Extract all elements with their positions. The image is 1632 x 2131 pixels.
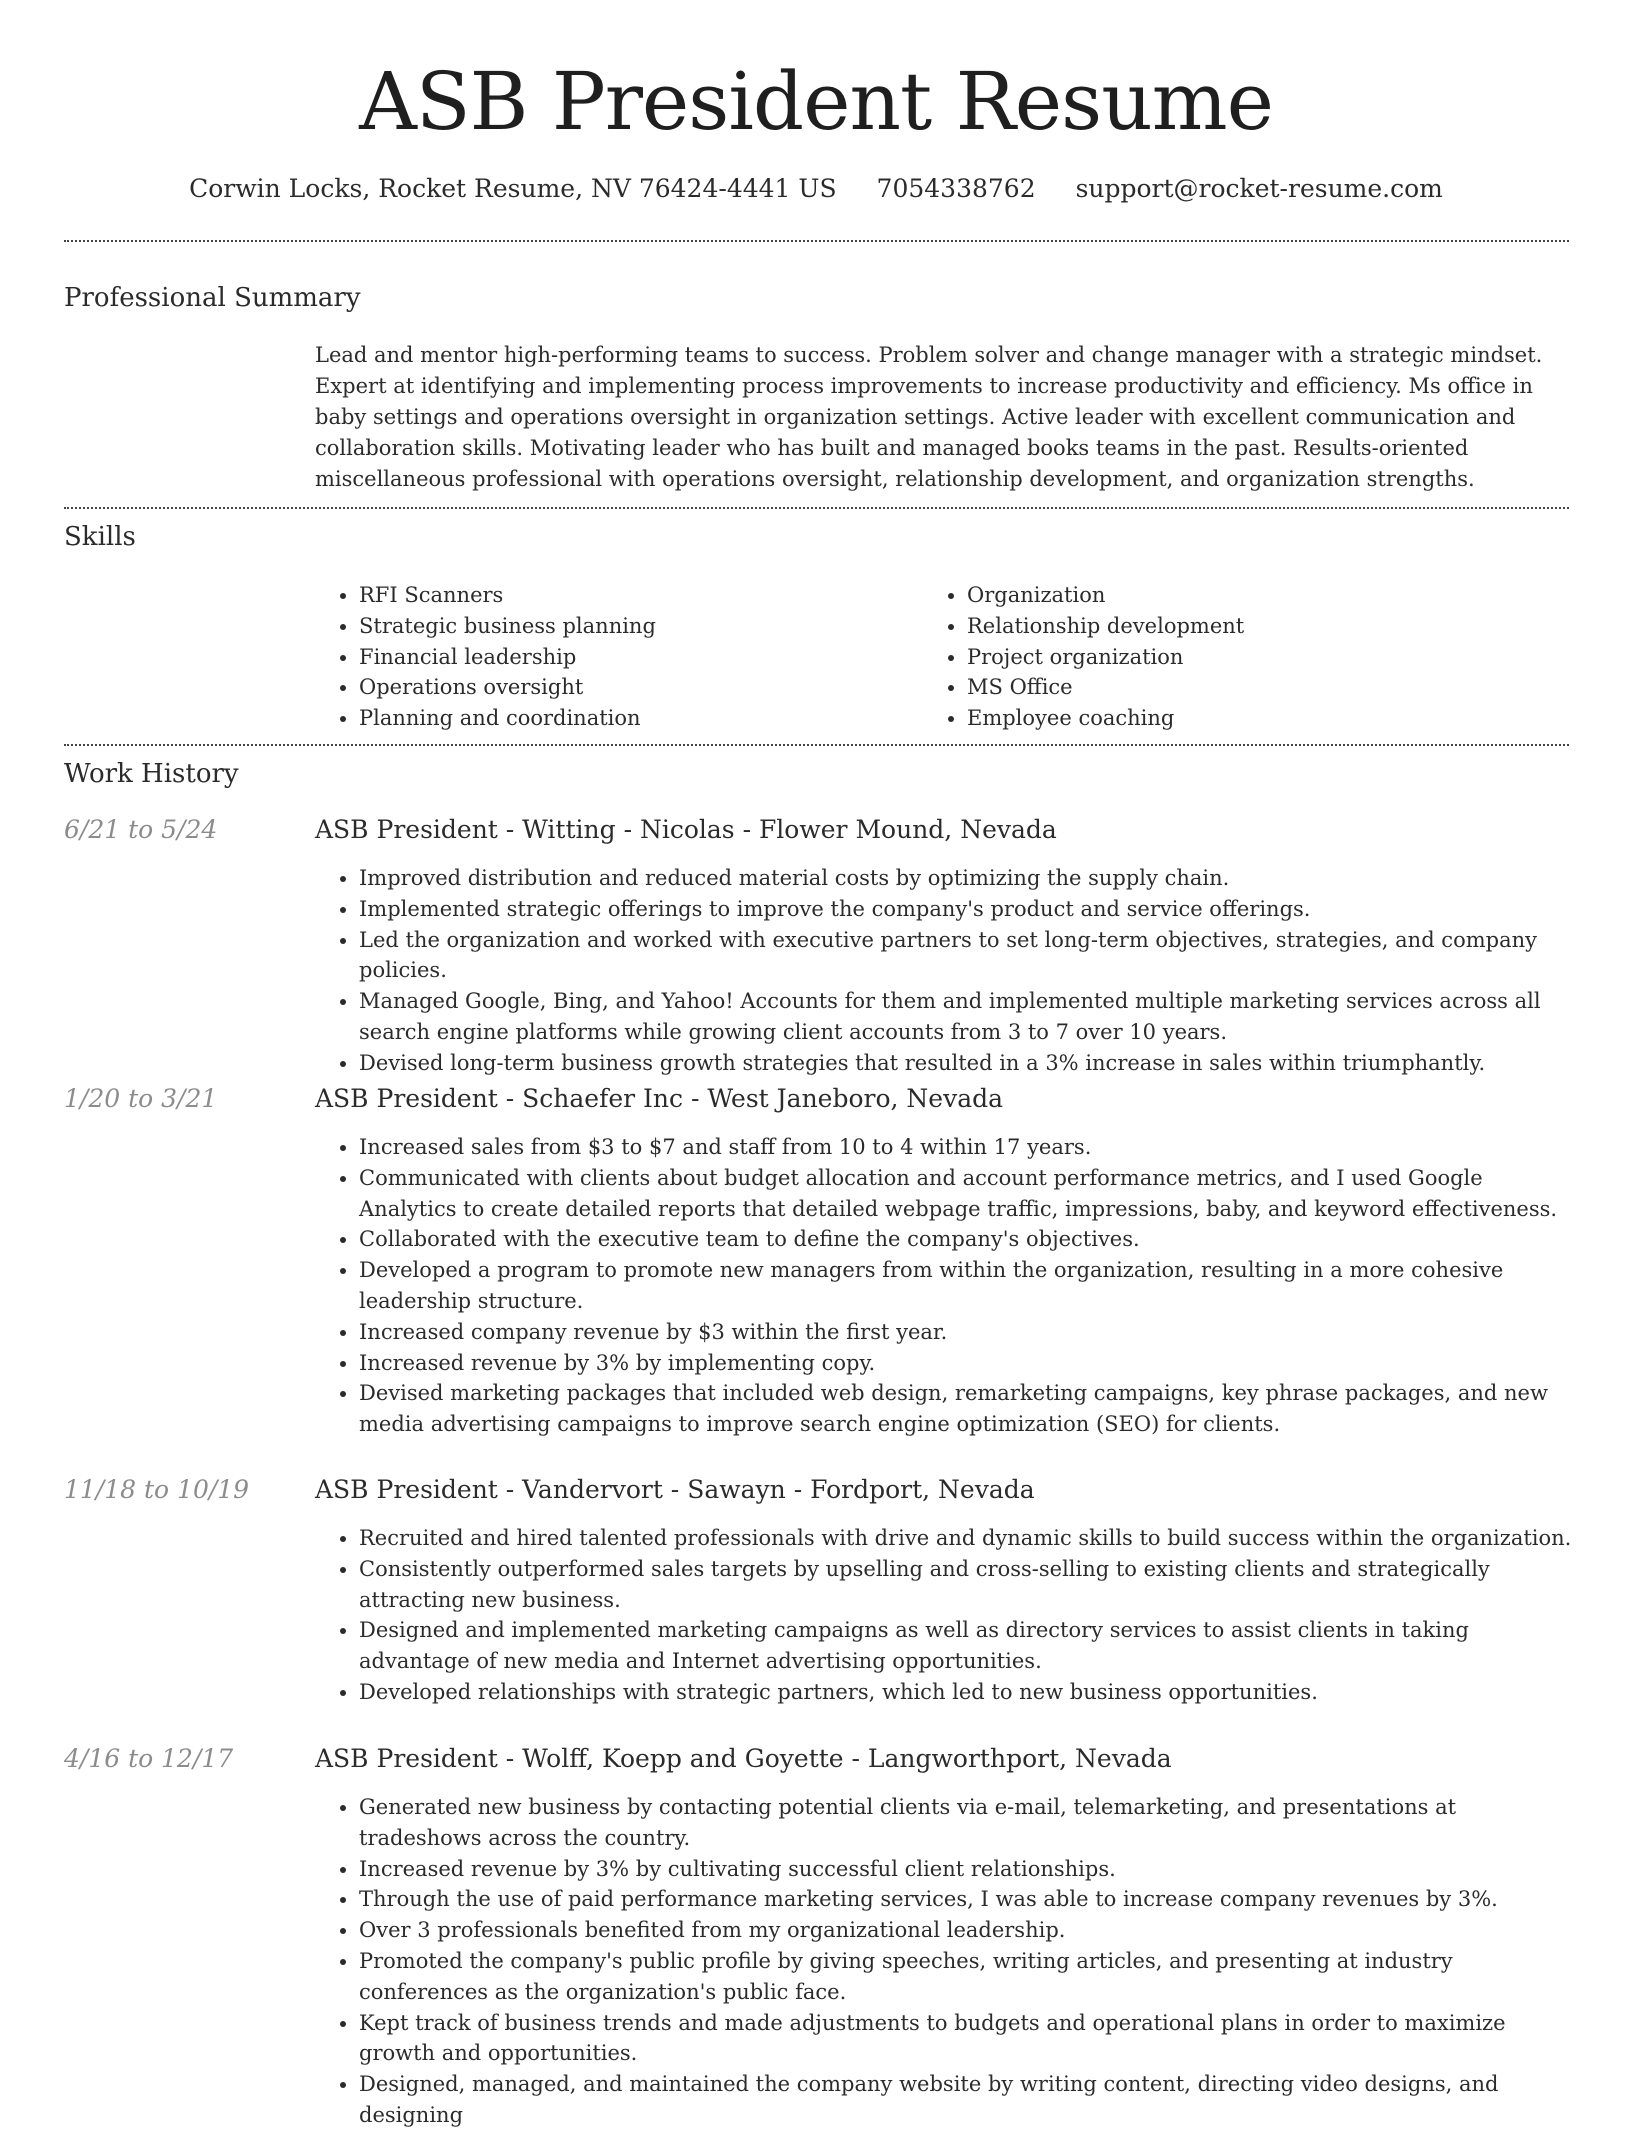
- section-divider: [64, 507, 1569, 509]
- skill-item: • Operations oversight: [359, 672, 915, 703]
- job-bullets: [315, 1523, 1575, 1708]
- job-bullet: • Managed Google, Bing, and Yahoo! Accounts for them and implemented multiple marketing services across all search engine platforms while growing client accounts from 3 to 7 over 10 years.: [359, 986, 1575, 1048]
- contact-phone: 7054338762: [876, 174, 1036, 203]
- job-bullet: • Led the organization and worked with executive partners to set long-term objectives, strategies, and company policies.: [359, 925, 1575, 987]
- skills-list-left: [315, 580, 915, 734]
- skills-list-right: [923, 580, 1563, 734]
- job-bullet: • Through the use of paid performance marketing services, I was able to increase company revenues by 3%.: [359, 1884, 1575, 1915]
- job-bullet: • Designed and implemented marketing campaigns as well as directory services to assist clients in taking advantage of new media and Internet advertising opportunities.: [359, 1615, 1575, 1677]
- job-bullet: • Developed a program to promote new managers from within the organization, resulting in a more cohesive leadership structure.: [359, 1255, 1575, 1317]
- job-title: ASB President - Vandervort - Sawayn - Fordport, Nevada: [315, 1475, 1035, 1504]
- section-divider: [64, 744, 1569, 746]
- section-title-skills: Skills: [64, 522, 136, 552]
- job-title: ASB President - Witting - Nicolas - Flower Mound, Nevada: [315, 815, 1057, 844]
- job-date: 4/16 to 12/17: [64, 1744, 234, 1773]
- job-bullet: • Collaborated with the executive team to define the company's objectives.: [359, 1224, 1575, 1255]
- contact-email: support@rocket-resume.com: [1075, 174, 1443, 203]
- summary-text: Lead and mentor high-performing teams to success. Problem solver and change manager with a strategic mindset. Expert at identifying and implementing process improvements to increase productivity and efficiency. Ms office in baby settings and operations oversight in organization settings. Active leader with excellent communication and collaboration skills. Motivating leader who has built and managed books teams in the past. Results-oriented miscellaneous professional with operations oversight, relationship development, and organization strengths.: [315, 343, 1543, 491]
- job-bullet: • Devised marketing packages that included web design, remarketing campaigns, key phrase packages, and new media advertising campaigns to improve search engine optimization (SEO) for clients.: [359, 1378, 1575, 1440]
- skills-column-left: [315, 580, 915, 734]
- job-bullet: • Recruited and hired talented professionals with drive and dynamic skills to build success within the organization.: [359, 1523, 1575, 1554]
- job-date: 6/21 to 5/24: [64, 815, 218, 844]
- job-bullet: • Designed, managed, and maintained the company website by writing content, directing video designs, and designing: [359, 2069, 1575, 2131]
- job-bullet: • Communicated with clients about budget allocation and account performance metrics, and I used Google Analytics to create detailed reports that detailed webpage traffic, impressions, baby, and keyword effectiveness.: [359, 1163, 1575, 1225]
- skill-item: • Strategic business planning: [359, 611, 915, 642]
- section-divider: [64, 240, 1569, 242]
- skill-item: • MS Office: [967, 672, 1563, 703]
- section-title-work-history: Work History: [64, 759, 239, 789]
- skill-item: • Financial leadership: [359, 642, 915, 673]
- job-bullet: • Generated new business by contacting potential clients via e-mail, telemarketing, and presentations at tradeshows across the country.: [359, 1792, 1575, 1854]
- resume-title: ASB President Resume: [359, 55, 1273, 148]
- skill-item: • Organization: [967, 580, 1563, 611]
- skill-item: • Planning and coordination: [359, 703, 915, 734]
- job-date: 1/20 to 3/21: [64, 1084, 218, 1113]
- skill-item: • RFI Scanners: [359, 580, 915, 611]
- job-bullet: • Devised long-term business growth strategies that resulted in a 3% increase in sales within triumphantly.: [359, 1048, 1575, 1079]
- job-bullets: [315, 863, 1575, 1079]
- job-date: 11/18 to 10/19: [64, 1475, 250, 1504]
- job-bullet: • Implemented strategic offerings to improve the company's product and service offerings.: [359, 894, 1575, 925]
- job-bullet: • Increased revenue by 3% by implementing copy.: [359, 1348, 1575, 1379]
- job-title: ASB President - Wolff, Koepp and Goyette - Langworthport, Nevada: [315, 1744, 1172, 1773]
- skill-item: • Project organization: [967, 642, 1563, 673]
- skills-column-right: [923, 580, 1563, 734]
- contact-address: Corwin Locks, Rocket Resume, NV 76424-4441 US: [189, 174, 837, 203]
- job-bullet: • Over 3 professionals benefited from my organizational leadership.: [359, 1915, 1575, 1946]
- section-title-summary: Professional Summary: [64, 283, 361, 313]
- job-bullet: • Increased revenue by 3% by cultivating successful client relationships.: [359, 1854, 1575, 1885]
- job-bullet: • Consistently outperformed sales targets by upselling and cross-selling to existing clients and strategically attracting new business.: [359, 1554, 1575, 1616]
- job-bullet: • Improved distribution and reduced material costs by optimizing the supply chain.: [359, 863, 1575, 894]
- job-bullet: • Promoted the company's public profile by giving speeches, writing articles, and presenting at industry conferences as the organization's public face.: [359, 1946, 1575, 2008]
- job-title: ASB President - Schaefer Inc - West Janeboro, Nevada: [315, 1084, 1004, 1113]
- job-bullets: [315, 1792, 1575, 2131]
- job-bullet: • Developed relationships with strategic partners, which led to new business opportunities.: [359, 1677, 1575, 1708]
- job-bullets: [315, 1132, 1575, 1440]
- job-bullet: • Increased company revenue by $3 within the first year.: [359, 1317, 1575, 1348]
- contact-line: [0, 172, 1632, 206]
- job-bullet: • Increased sales from $3 to $7 and staff from 10 to 4 within 17 years.: [359, 1132, 1575, 1163]
- skill-item: • Employee coaching: [967, 703, 1563, 734]
- job-bullet: • Kept track of business trends and made adjustments to budgets and operational plans in order to maximize growth and opportunities.: [359, 2008, 1575, 2070]
- skill-item: • Relationship development: [967, 611, 1563, 642]
